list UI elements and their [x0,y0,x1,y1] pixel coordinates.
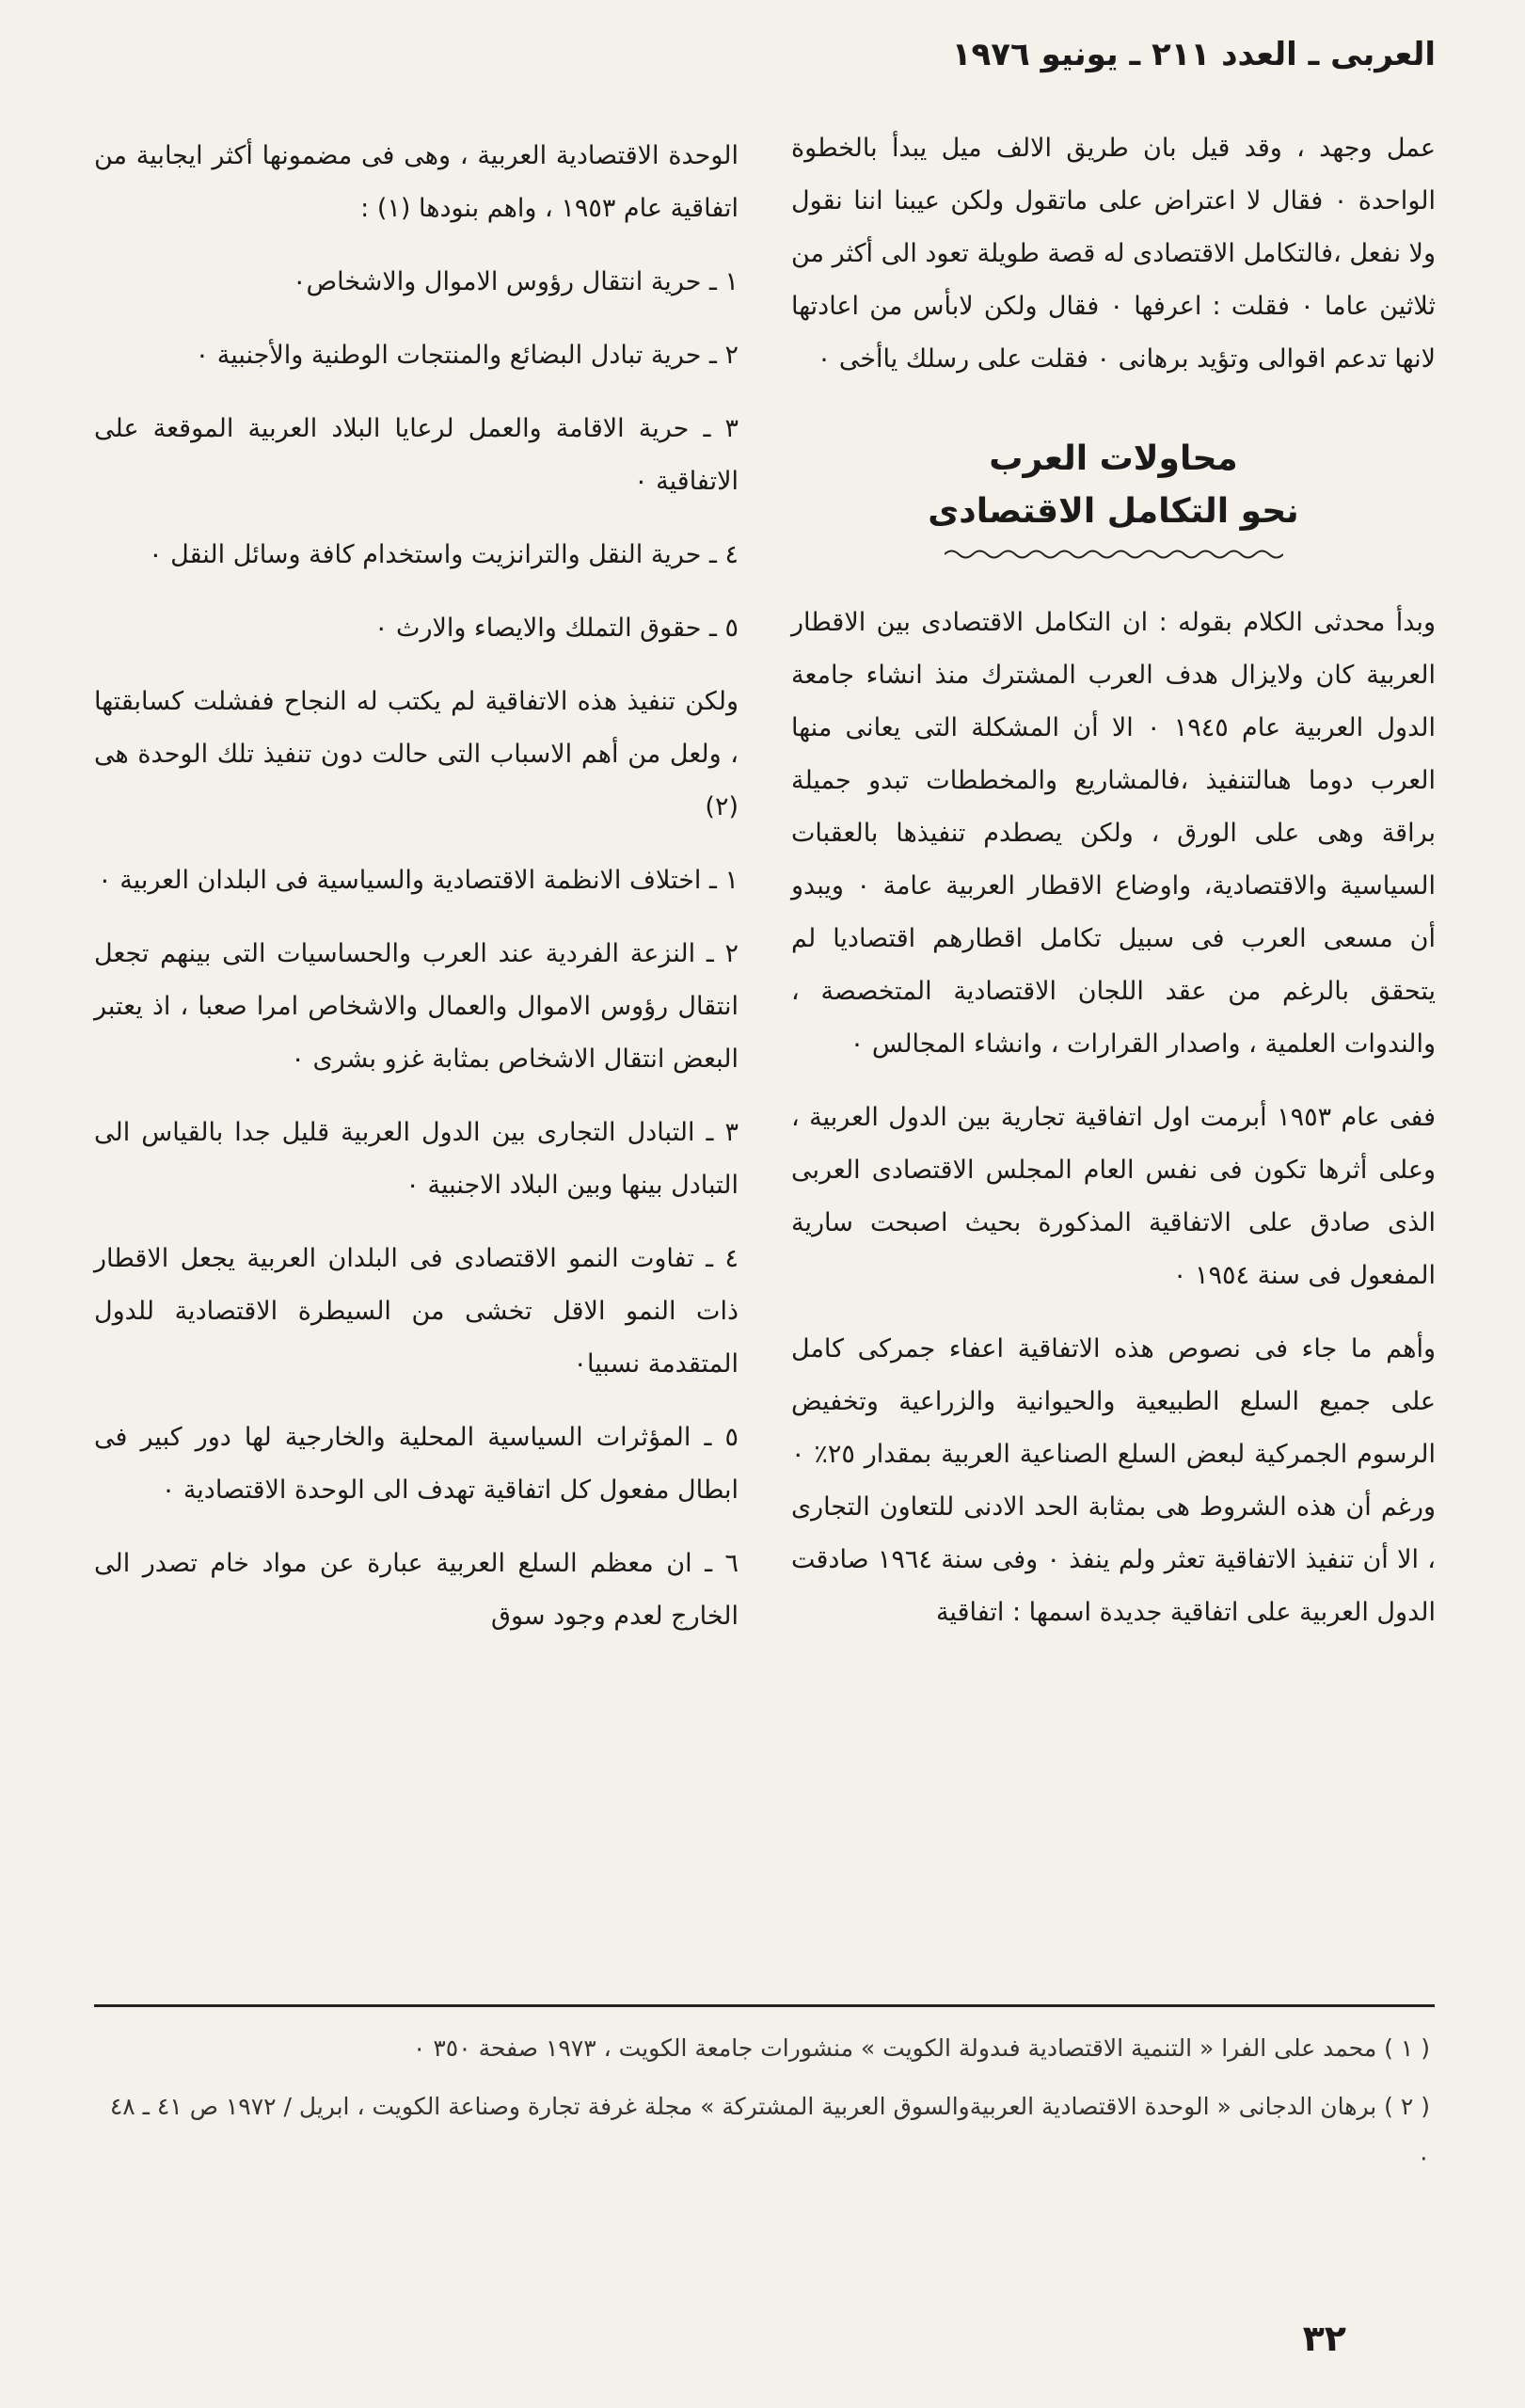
right-intro-paragraph: عمل وجهد ، وقد قيل بان طريق الالف ميل يبدأ بالخطوة الواحدة ٠ فقال لا اعتراض على ماتقول ولكن عيبنا اننا نقول ولا نفعل ،فالتكامل الاقتصادى له قصة طويلة تعود الى أكثر من ثلاثين عاما ٠ فقلت : اعرفها ٠ فقال ولكن لابأس من اعادتها لانها تدعم اقوالى وتؤيد برهانى ٠ فقلت على رسلك ياأخى ٠ [791,134,1437,374]
right-column [791,122,1436,1660]
section-heading-line1: محاولات العرب [989,439,1238,478]
body-paragraph: وأهم ما جاء فى نصوص هذه الاتفاقية اعفاء جمركى كامل على جميع السلع الطبيعية والحيوانية والزراعية وتخفيض الرسوم الجمركية لبعض السلع الصناعية العربية بمقدار ٢٥٪ ٠ ورغم أن هذه الشروط هى بمثابة الحد الادنى للتعاون التجارى ، الا أن تنفيذ الاتفاقية تعثر ولم ينفذ ٠ وفى سنة ١٩٦٤ صادقت الدول العربية على اتفاقية جديدة اسمها : اتفاقية [791,1334,1437,1627]
running-header: العربى ـ العدد ٢١١ ـ يونيو ١٩٧٦ [951,36,1436,73]
left-intro-paragraph: الوحدة الاقتصادية العربية ، وهى فى مضمونها أكثر ايجابية من اتفاقية عام ١٩٥٣ ، واهم بنودها (١) : [94,141,739,223]
section-heading-line2: نحو التكامل الاقتصادى [928,492,1299,531]
body-paragraph: ففى عام ١٩٥٣ أبرمت اول اتفاقية تجارية بين الدول العربية ، وعلى أثرها تكون فى نفس العام المجلس الاقتصادى العربى الذى صادق على الاتفاقية المذكورة بحيث اصبحت سارية المفعول فى سنة ١٩٥٤ ٠ [791,1103,1436,1290]
list-item: ٣ ـ التبادل التجارى بين الدول العربية قليل جدا بالقياس الى التبادل بينها وبين البلاد الاجنبية ٠ [94,1118,739,1200]
list-item: ٢ ـ النزعة الفردية عند العرب والحساسيات التى بينهم تجعل انتقال رؤوس الاموال والعمال والاشخاص امرا صعبا ، اذ يعتبر البعض انتقال الاشخاص بمثابة غزو بشرى ٠ [94,939,739,1074]
list-item: ٦ ـ ان معظم السلع العربية عبارة عن مواد خام تصدر الى الخارج لعدم وجود سوق [94,1549,739,1631]
list-item: ٥ ـ حقوق التملك والايصاء والارث ٠ [373,614,739,643]
left-column [94,130,739,1664]
list-item: ١ ـ حرية انتقال رؤوس الاموال والاشخاص٠ [292,267,739,296]
list-item: ٤ ـ حرية النقل والترانزيت واستخدام كافة وسائل النقل ٠ [149,540,739,569]
wavy-underline [945,548,1283,561]
page-number: ٣٢ [1302,2318,1346,2359]
footnote: ( ١ ) محمد على الفرا « التنمية الاقتصادية فىدولة الكويت » منشورات جامعة الكويت ، ١٩٧٣ صفحة ٣٥٠ ٠ [412,2034,1430,2062]
footnote-divider [94,2004,1435,2007]
body-paragraph: وبدأ محدثى الكلام بقوله : ان التكامل الاقتصادى بين الاقطار العربية كان ولايزال هدف العرب المشترك منذ انشاء جامعة الدول العربية عام ١٩٤٥ ٠ الا أن المشكلة التى يعانى منها العرب دوما هىالتنفيذ ،فالمشاريع والمخططات تبدو جميلة براقة وهى على الورق ، ولكن يصطدم تنفيذها بالعقبات السياسية والاقتصادية، واوضاع الاقطار العربية عامة ٠ ويبدو أن مسعى العرب فى سبيل تكامل اقطارهم اقتصاديا لم يتحقق بالرغم من عقد اللجان الاقتصادية المتخصصة ، والندوات العلمية ، واصدار القرارات ، وانشاء المجالس ٠ [791,608,1436,1059]
list-item: ٢ ـ حرية تبادل البضائع والمنتجات الوطنية والأجنبية ٠ [195,341,739,370]
footnote: ( ٢ ) برهان الدجانى « الوحدة الاقتصادية العربيةوالسوق العربية المشتركة » مجلة غرفة تجارة وصناعة الكويت ، ابريل / ١٩٧٢ ص ٤١ ـ ٤٨ ٠ [109,2093,1430,2171]
list-item: ٥ ـ المؤثرات السياسية المحلية والخارجية لها دور كبير فى ابطال مفعول كل اتفاقية تهدف الى الوحدة الاقتصادية ٠ [94,1423,739,1505]
list-item: ٤ ـ تفاوت النمو الاقتصادى فى البلدان العربية يجعل الاقطار ذات النمو الاقل تخشى من السيطرة الاقتصادية للدول المتقدمة نسبيا٠ [94,1244,739,1379]
body-paragraph: ولكن تنفيذ هذه الاتفاقية لم يكتب له النجاح ففشلت كسابقتها ، ولعل من أهم الاسباب التى حالت دون تنفيذ تلك الوحدة هى (٢) [94,687,739,821]
list-item: ٣ ـ حرية الاقامة والعمل لرعايا البلاد العربية الموقعة على الاتفاقية ٠ [94,414,739,496]
list-item: ١ ـ اختلاف الانظمة الاقتصادية والسياسية فى البلدان العربية ٠ [98,866,739,895]
footnotes [103,2023,1430,2191]
section-heading [791,433,1436,538]
